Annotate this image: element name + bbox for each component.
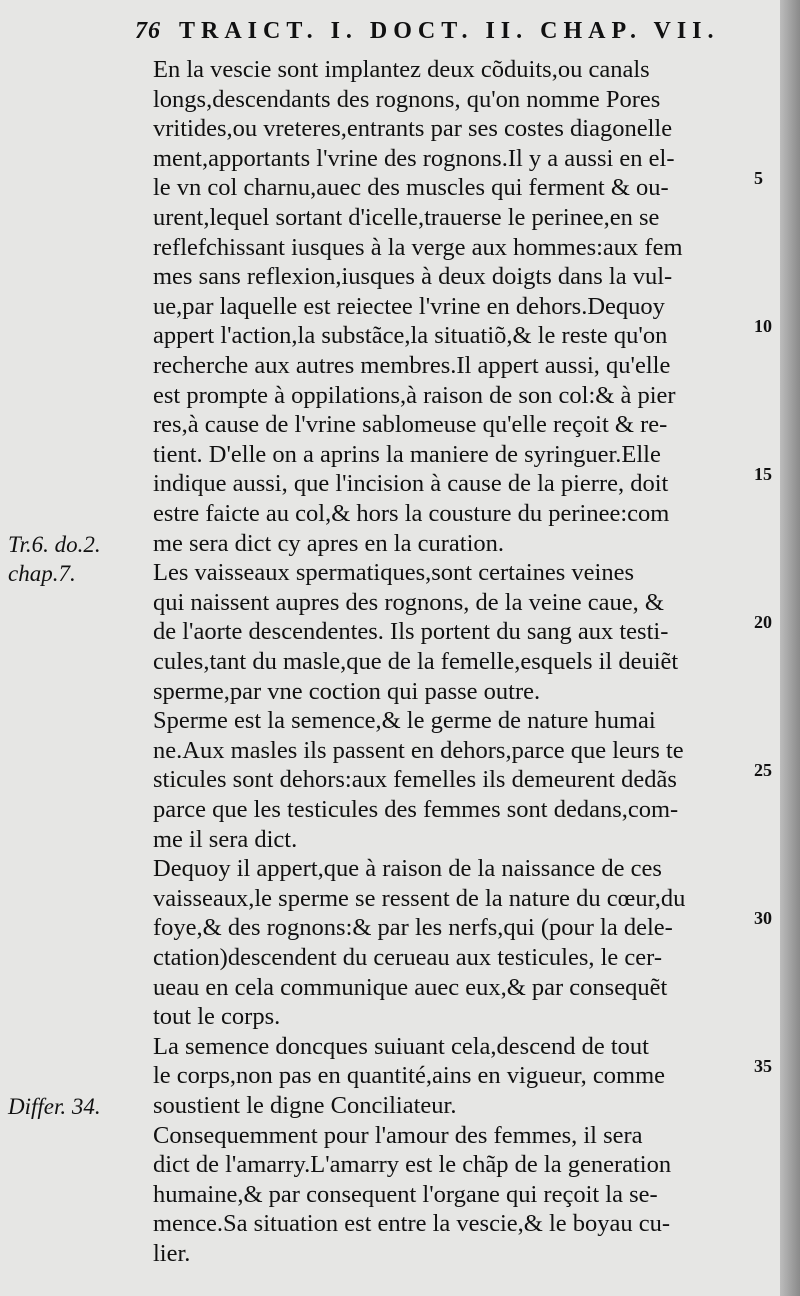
running-header [135,18,720,52]
text-line: ueau en cela communique auec eux,& par consequẽt [153,973,668,1001]
text-line: sperme,par vne coction qui passe outre. [153,677,541,705]
text-line: Dequoy il appert,que à raison de la naissance de ces [153,855,662,883]
text-line: me il sera dict. [153,825,298,853]
text-line: mence.Sa situation est entre la vescie,& le boyau cu- [153,1210,671,1238]
margin-note: Differ. 34. [8,1094,101,1119]
line-number: 35 [754,1056,772,1077]
line-number: 15 [754,464,772,485]
page-number: 76 [135,18,161,44]
text-line: parce que les testicules des femmes sont dedans,com- [153,796,679,823]
text-line: humaine,& par consequent l'organe qui reçoit la se- [153,1180,658,1208]
text-line: estre faicte au col,& hors la cousture du perinee:com [153,500,670,527]
text-line: res,à cause de l'vrine sablomeuse qu'elle reçoit & re- [153,411,668,439]
text-line: reflefchissant iusques à la verge aux hommes:aux fem [153,233,683,261]
text-line: ue,par laquelle est reiectee l'vrine en dehors.Dequoy [153,292,665,320]
line-number: 20 [754,612,772,633]
text-line: le vn col charnu,auec des muscles qui ferment & ou- [153,174,669,202]
running-title: TRAICT. I. DOCT. II. CHAP. VII. [179,18,720,44]
line-number: 30 [754,908,772,929]
text-line: longs,descendants des rognons, qu'on nomme Pores [153,85,661,113]
page-edge-shadow [780,0,800,1296]
text-line: Consequemment pour l'amour des femmes, il sera [153,1121,643,1149]
text-line: me sera dict cy apres en la curation. [153,529,505,557]
text-line: sticules sont dehors:aux femelles ils demeurent dedãs [153,766,677,794]
text-line: de l'aorte descendentes. Ils portent du sang aux testi- [153,618,669,646]
text-line: appert l'action,la substãce,la situatiõ,& le reste qu'on [153,322,668,350]
text-line: foye,& des rognons:& par les nerfs,qui (pour la dele- [153,914,673,942]
text-line: ne.Aux masles ils passent en dehors,parce que leurs te [153,736,684,764]
text-line: ment,apportants l'vrine des rognons.Il y a aussi en el- [153,144,675,172]
text-line: dict de l'amarry.L'amarry est le chãp de la generation [153,1151,672,1179]
text-line: vritides,ou vreteres,entrants par ses costes diagonelle [153,115,673,143]
text-line: vaisseaux,le sperme se ressent de la nature du cœur,du [153,884,686,912]
text-line: tient. D'elle on a aprins la maniere de syringuer.Elle [153,440,661,468]
line-number: 25 [754,760,772,781]
text-line: En la vescie sont implantez deux cõduits,ou canals [153,56,650,83]
text-line: est prompte à oppilations,à raison de son col:& à pier [153,381,676,409]
text-line: Sperme est la semence,& le germe de nature humai [153,707,656,735]
text-line: recherche aux autres membres.Il appert aussi, qu'elle [153,352,671,379]
line-number: 10 [754,316,772,337]
text-line: le corps,non pas en quantité,ains en vigueur, comme [153,1062,666,1090]
text-line: cules,tant du masle,que de la femelle,esquels il deuiẽt [153,648,679,675]
text-line: lier. [153,1240,191,1267]
text-line: tout le corps. [153,1003,281,1031]
text-line: qui naissent aupres des rognons, de la veine caue, & [153,588,664,616]
text-line: indique aussi, que l'incision à cause de la pierre, doit [153,470,669,498]
margin-note: chap.7. [8,561,76,587]
text-line: ctation)descendent du cerueau aux testicules, le cer- [153,944,662,971]
text-line: mes sans reflexion,iusques à deux doigts dans la vul- [153,263,673,291]
margin-note: Tr.6. do.2. [8,531,101,557]
line-number: 5 [754,168,763,189]
text-line: Les vaisseaux spermatiques,sont certaines veines [153,559,635,587]
text-line: soustient le digne Conciliateur. [153,1092,457,1119]
text-line: urent,lequel sortant d'icelle,trauerse le perinee,en se [153,204,660,231]
text-line: La semence doncques suiuant cela,descend de tout [153,1032,649,1060]
